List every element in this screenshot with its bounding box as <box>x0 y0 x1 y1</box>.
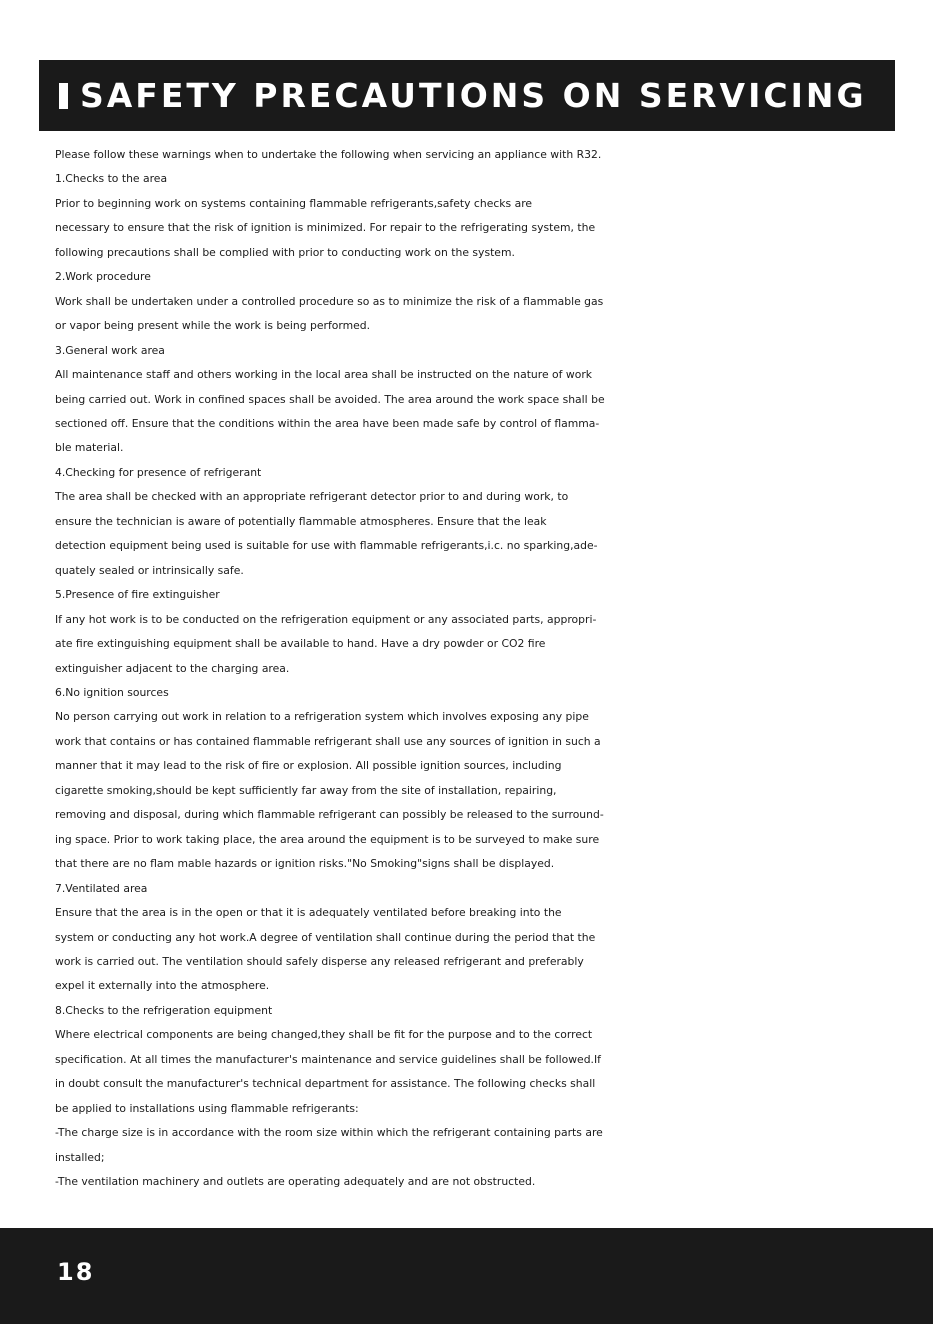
text-line: detection equipment being used is suitable for use with flammable refrigerants,i.c. no sparking,ade- <box>55 539 598 553</box>
text-line: Work shall be undertaken under a controlled procedure so as to minimize the risk of a flammable gas <box>55 294 604 308</box>
text-line: work is carried out. The ventilation should safely disperse any released refrigerant and preferably <box>55 954 584 968</box>
text-line: All maintenance staff and others working in the local area shall be instructed on the nature of work <box>55 368 593 382</box>
text-line: 1.Checks to the area <box>55 172 168 186</box>
text-line: work that contains or has contained flammable refrigerant shall use any sources of ignition in such a <box>55 734 601 748</box>
page-number: 18 <box>57 1258 95 1286</box>
text-line: installed; <box>55 1150 105 1164</box>
text-line: 5.Presence of fire extinguisher <box>55 588 220 602</box>
text-line: that there are no flam mable hazards or ignition risks."No Smoking"signs shall be displayed. <box>55 857 555 871</box>
text-line: being carried out. Work in confined spaces shall be avoided. The area around the work space shall be <box>55 392 605 406</box>
text-line: removing and disposal, during which flammable refrigerant can possibly be released to the surround- <box>55 808 604 822</box>
text-line: following precautions shall be complied with prior to conducting work on the system. <box>55 245 515 259</box>
section-header <box>39 60 895 131</box>
text-line: sectioned off. Ensure that the conditions within the area have been made safe by control of flamma- <box>55 416 600 430</box>
text-line: 4.Checking for presence of refrigerant <box>55 465 262 479</box>
text-line: If any hot work is to be conducted on the refrigeration equipment or any associated parts, appropri- <box>55 612 597 626</box>
header-accent-bar <box>59 83 68 109</box>
text-line: necessary to ensure that the risk of ignition is minimized. For repair to the refrigerating system, the <box>55 221 596 235</box>
text-line: ensure the technician is aware of potentially flammable atmospheres. Ensure that the leak <box>55 514 547 528</box>
page-footer <box>0 1228 933 1324</box>
text-line: manner that it may lead to the risk of fire or explosion. All possible ignition sources, including <box>55 759 562 773</box>
text-line: ing space. Prior to work taking place, the area around the equipment is to be surveyed to make sure <box>55 832 600 846</box>
text-line: 6.No ignition sources <box>55 685 169 699</box>
text-line: 2.Work procedure <box>55 270 151 284</box>
page-title: SAFETY PRECAUTIONS ON SERVICING <box>80 76 867 115</box>
text-line: The area shall be checked with an appropriate refrigerant detector prior to and during work, to <box>55 490 569 504</box>
text-line: Prior to beginning work on systems containing flammable refrigerants,safety checks are <box>55 196 533 210</box>
text-line: -The ventilation machinery and outlets are operating adequately and are not obstructed. <box>55 1175 536 1189</box>
body-text <box>55 143 895 1194</box>
text-line: ate fire extinguishing equipment shall be available to hand. Have a dry powder or CO2 fire <box>55 637 546 651</box>
text-line: Ensure that the area is in the open or that it is adequately ventilated before breaking into the <box>55 906 562 920</box>
text-line: or vapor being present while the work is being performed. <box>55 319 371 333</box>
text-line: in doubt consult the manufacturer's technical department for assistance. The following checks shall <box>55 1077 596 1091</box>
text-line: cigarette smoking,should be kept sufficiently far away from the site of installation, repairing, <box>55 783 557 797</box>
text-line: -The charge size is in accordance with the room size within which the refrigerant containing parts are <box>55 1126 603 1140</box>
text-line: Please follow these warnings when to undertake the following when servicing an appliance with R32. <box>55 148 602 161</box>
text-line: 3.General work area <box>55 343 165 357</box>
text-line: 7.Ventilated area <box>55 881 148 895</box>
text-line: 8.Checks to the refrigeration equipment <box>55 1003 273 1017</box>
text-line: extinguisher adjacent to the charging area. <box>55 661 290 675</box>
text-line: Where electrical components are being changed,they shall be fit for the purpose and to the correct <box>55 1028 593 1042</box>
text-line: system or conducting any hot work.A degree of ventilation shall continue during the period that the <box>55 930 596 944</box>
text-line: be applied to installations using flammable refrigerants: <box>55 1101 359 1115</box>
text-line: expel it externally into the atmosphere. <box>55 979 270 993</box>
text-line: specification. At all times the manufacturer's maintenance and service guidelines shall be followed.If <box>55 1052 601 1066</box>
text-line: quately sealed or intrinsically safe. <box>55 563 244 577</box>
text-line: No person carrying out work in relation to a refrigeration system which involves exposing any pipe <box>55 710 589 724</box>
text-line: ble material. <box>55 441 124 455</box>
